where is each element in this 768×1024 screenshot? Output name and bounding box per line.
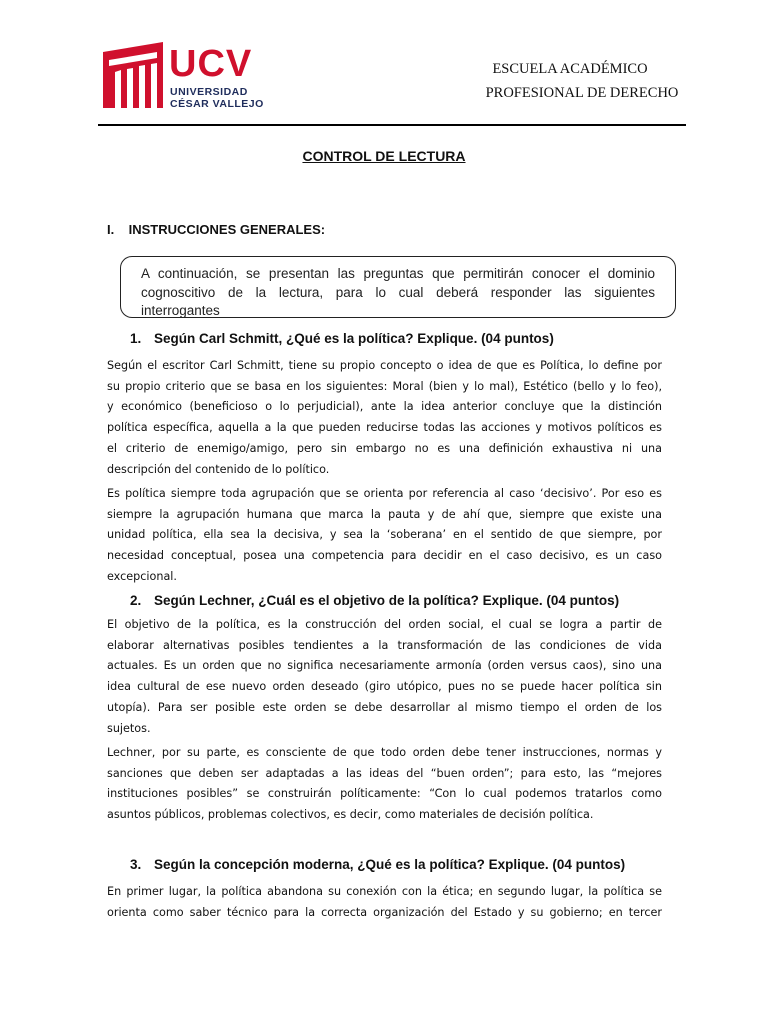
logo-subtitle-1: UNIVERSIDAD	[170, 86, 248, 98]
logo-subtitle-2: CÉSAR VALLEJO	[170, 98, 264, 110]
ucv-shield-icon	[103, 42, 163, 108]
text-line: asuntos públicos, problemas colectivos, es decir, como materiales de decisión política.	[107, 808, 594, 822]
question-text: Según la concepción moderna, ¿Qué es la política? Explique. (04 puntos)	[154, 857, 626, 872]
question-1	[130, 331, 554, 346]
instructions-line-1: A continuación, se presentan las preguntas que permitirán conocer el dominio	[141, 266, 655, 281]
text-line: su propio criterio que se basa en los siguientes: Moral (bien y lo mal), Estético (bello y lo feo),	[107, 379, 662, 393]
text-line: Lechner, por su parte, es consciente de que todo orden debe tener instrucciones, normas y	[107, 746, 662, 759]
question-number: 2.	[130, 593, 142, 608]
instructions-line-3: interrogantes	[141, 303, 220, 318]
text-line: excepcional.	[107, 569, 177, 583]
text-line: Es política siempre toda agrupación que se orienta por referencia al caso ‘decisivo’. Por eso es	[107, 487, 662, 500]
text-line: actuales. Es un orden que no significa necesariamente armonía (orden versus caos), sino una	[107, 659, 662, 673]
section-heading	[107, 222, 325, 237]
school-name-line-1: ESCUELA ACADÉMICO	[492, 61, 648, 77]
question-3	[130, 857, 625, 872]
text-line: política específica, aquella a la que pueden reducirse todas las acciones y motivos políticos es	[107, 421, 662, 435]
answer-2-paragraph-2	[107, 743, 662, 826]
answer-3-paragraph-1	[107, 882, 662, 923]
instructions-box	[120, 256, 676, 318]
document-title: CONTROL DE LECTURA	[302, 148, 466, 164]
text-line: Según el escritor Carl Schmitt, tiene su propio concepto o idea de que es Política, lo define por	[107, 359, 662, 372]
instructions-line-2: cognoscitivo de la lectura, para lo cual deberá responder las siguientes	[141, 284, 655, 300]
text-line: unidad política, ella sea la decisiva, y sea la ‘soberana’ en el sentido de que siempre, por	[107, 528, 662, 542]
text-line: instituciones posibles” se construirán políticamente: “Con lo cual podemos tratarlos como	[107, 787, 662, 801]
text-line: siempre la agrupación humana que marca la pauta y de ahí que, siempre que existe una	[107, 507, 662, 521]
question-text: Según Lechner, ¿Cuál es el objetivo de la política? Explique. (04 puntos)	[154, 593, 620, 608]
header-divider	[98, 124, 686, 126]
text-line: el criterio de enemigo/amigo, pero sin embargo no es una definición exhaustiva ni una	[107, 441, 662, 455]
question-2	[130, 593, 619, 608]
school-name-line-2: PROFESIONAL DE DERECHO	[485, 85, 679, 101]
answer-2-paragraph-1	[107, 615, 662, 739]
section-number: I.	[107, 222, 115, 237]
text-line: elaborar alternativas posibles tendientes a la transformación de las condiciones de vida	[107, 638, 662, 652]
text-line: necesidad conceptual, posea una competencia para decidir en el caso decisivo, es un caso	[107, 549, 662, 563]
answer-1-paragraph-1	[107, 356, 662, 480]
text-line: El objetivo de la política, es la construcción del orden social, el cual se logra a partir de	[107, 618, 662, 631]
text-line: utopía). Para ser posible este orden se debe desarrollar al mismo tiempo el orden de los	[107, 700, 662, 714]
question-number: 1.	[130, 331, 142, 346]
text-line: sujetos.	[107, 721, 151, 735]
section-label: INSTRUCCIONES GENERALES:	[128, 222, 326, 237]
university-logo	[103, 42, 263, 110]
question-number: 3.	[130, 857, 142, 872]
text-line: sanciones que deben ser adaptadas a las ideas del “buen orden”; para esto, las “mejores	[107, 766, 662, 780]
logo-wordmark: UCV	[169, 43, 253, 85]
text-line: y económico (beneficioso o lo perjudicial), ante la idea anterior concluye que la distinción	[107, 400, 662, 414]
text-line: En primer lugar, la política abandona su conexión con la ética; en segundo lugar, la política se	[107, 885, 662, 898]
text-line: orienta como saber técnico para la correcta organización del Estado y su gobierno; en tercer	[107, 905, 662, 919]
question-text: Según Carl Schmitt, ¿Qué es la política? Explique. (04 puntos)	[154, 331, 554, 346]
text-line: idea cultural de ese nuevo orden deseado (giro utópico, pues no se puede hacer política sin	[107, 680, 662, 694]
text-line: descripción del contenido de lo político.	[107, 462, 330, 476]
answer-1-paragraph-2	[107, 484, 662, 588]
